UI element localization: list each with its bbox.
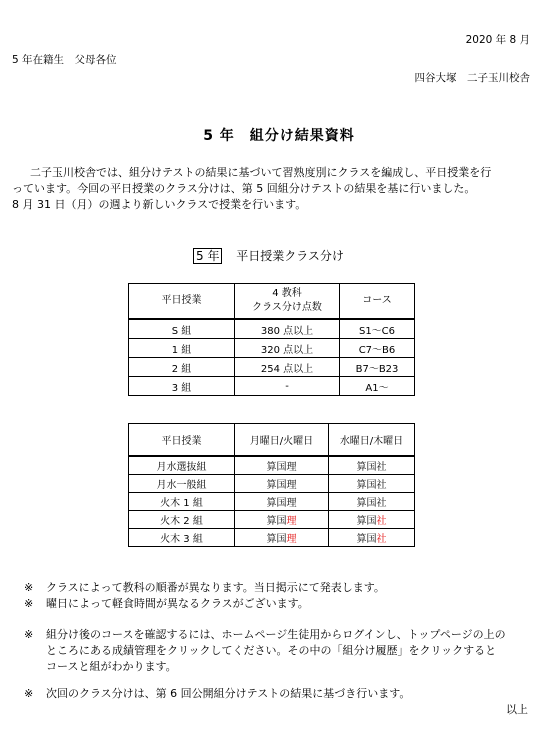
score-cell: 320 点以上 (235, 339, 340, 358)
course-cell: B7～B23 (340, 358, 415, 377)
col-header-score-line2: クラス分け点数 (252, 302, 322, 313)
table-row (129, 475, 415, 493)
note-2: 曜日によって軽食時間が異なるクラスがございます。 (46, 597, 309, 610)
wed-thu-cell (329, 529, 415, 547)
class-cell: 1 組 (129, 339, 235, 358)
document-title: 5 年 組分け結果資料 (203, 128, 355, 144)
weekday-schedule-table (128, 423, 415, 547)
class-cell: 火木 1 組 (129, 493, 235, 511)
table-row (129, 529, 415, 547)
table-row (129, 377, 415, 396)
class-cell: 火木 2 組 (129, 511, 235, 529)
col-header-wed-thu: 水曜日/木曜日 (329, 424, 415, 457)
class-cell: 3 組 (129, 377, 235, 396)
wed-thu-cell (329, 511, 415, 529)
wed-thu-cell (329, 475, 415, 493)
mon-tue-cell (235, 529, 329, 547)
course-cell: S1～C6 (340, 319, 415, 339)
table-header-row (129, 284, 415, 320)
subjects-text: 算国社 (356, 498, 387, 509)
mon-tue-cell (235, 475, 329, 493)
col-header-course: コース (340, 284, 415, 320)
class-cell: S 組 (129, 319, 235, 339)
mon-tue-cell (235, 493, 329, 511)
course-cell: A1～ (340, 377, 415, 396)
subjects-text: 算国 (266, 534, 287, 545)
intro-line-2: っています。今回の平日授業のクラス分けは、第 5 回組分けテストの結果を基に行いました。 (12, 182, 476, 195)
subjects-text: 算国 (356, 516, 377, 527)
col-header-class: 平日授業 (129, 424, 235, 457)
subject-highlight: 理 (286, 534, 297, 545)
note-3-line-1: 組分け後のコースを確認するには、ホームページ生徒用からログインし、トップページの上の (46, 628, 506, 641)
subjects-text: 算国社 (356, 480, 387, 491)
intro-line-1: 二子玉川校舎では、組分けテストの結果に基づいて習熟度別にクラスを編成し、平日授業を行 (30, 166, 492, 179)
note-1: クラスによって教科の順番が異なります。当日掲示にて発表します。 (46, 581, 385, 594)
grade-box: 5 年 (193, 248, 222, 264)
score-cell: - (235, 377, 340, 396)
score-cell: 254 点以上 (235, 358, 340, 377)
table-row (129, 493, 415, 511)
note-3-line-3: コースと組がわかります。 (46, 660, 177, 673)
wed-thu-cell (329, 456, 415, 475)
wed-thu-cell (329, 493, 415, 511)
table-row (129, 358, 415, 377)
col-header-class: 平日授業 (129, 284, 235, 320)
recipient-line: 5 年在籍生 父母各位 (12, 54, 117, 66)
note-mark: ※ (24, 597, 34, 610)
subjects-text: 算国理 (266, 480, 297, 491)
note-4: 次回のクラス分けは、第 6 回公開組分けテストの結果に基づき行います。 (46, 687, 411, 700)
table-row (129, 339, 415, 358)
subject-highlight: 社 (376, 534, 387, 545)
table-row (129, 319, 415, 339)
subjects-text: 算国理 (266, 462, 297, 473)
note-mark: ※ (24, 628, 34, 641)
subjects-text: 算国理 (266, 498, 297, 509)
col-header-score-line1: 4 教科 (272, 288, 302, 299)
mon-tue-cell (235, 511, 329, 529)
intro-line-3: 8 月 31 日（月）の週より新しいクラスで授業を行います。 (12, 198, 307, 211)
table-header-row (129, 424, 415, 457)
note-mark: ※ (24, 581, 34, 594)
class-cell: 月水一般組 (129, 475, 235, 493)
sender-line: 四谷大塚 二子玉川校舎 (414, 72, 530, 84)
course-cell: C7～B6 (340, 339, 415, 358)
class-cell: 2 組 (129, 358, 235, 377)
note-mark: ※ (24, 687, 34, 700)
score-cell: 380 点以上 (235, 319, 340, 339)
table-row (129, 456, 415, 475)
col-header-mon-tue: 月曜日/火曜日 (235, 424, 329, 457)
document-date: 2020 年 8 月 (465, 34, 530, 46)
class-threshold-table (128, 283, 415, 396)
subjects-text: 算国 (266, 516, 287, 527)
col-header-score (235, 284, 340, 320)
section-heading (193, 247, 344, 264)
subject-highlight: 理 (286, 516, 297, 527)
subject-highlight: 社 (376, 516, 387, 527)
class-cell: 月水選抜組 (129, 456, 235, 475)
section-heading-text: 平日授業クラス分け (236, 249, 344, 263)
mon-tue-cell (235, 456, 329, 475)
note-3-line-2: ところにある成績管理をクリックしてください。その中の「組分け履歴」をクリックすると (46, 644, 497, 657)
subjects-text: 算国 (356, 534, 377, 545)
subjects-text: 算国社 (356, 462, 387, 473)
table-row (129, 511, 415, 529)
closing-text: 以上 (506, 703, 528, 716)
class-cell: 火木 3 組 (129, 529, 235, 547)
